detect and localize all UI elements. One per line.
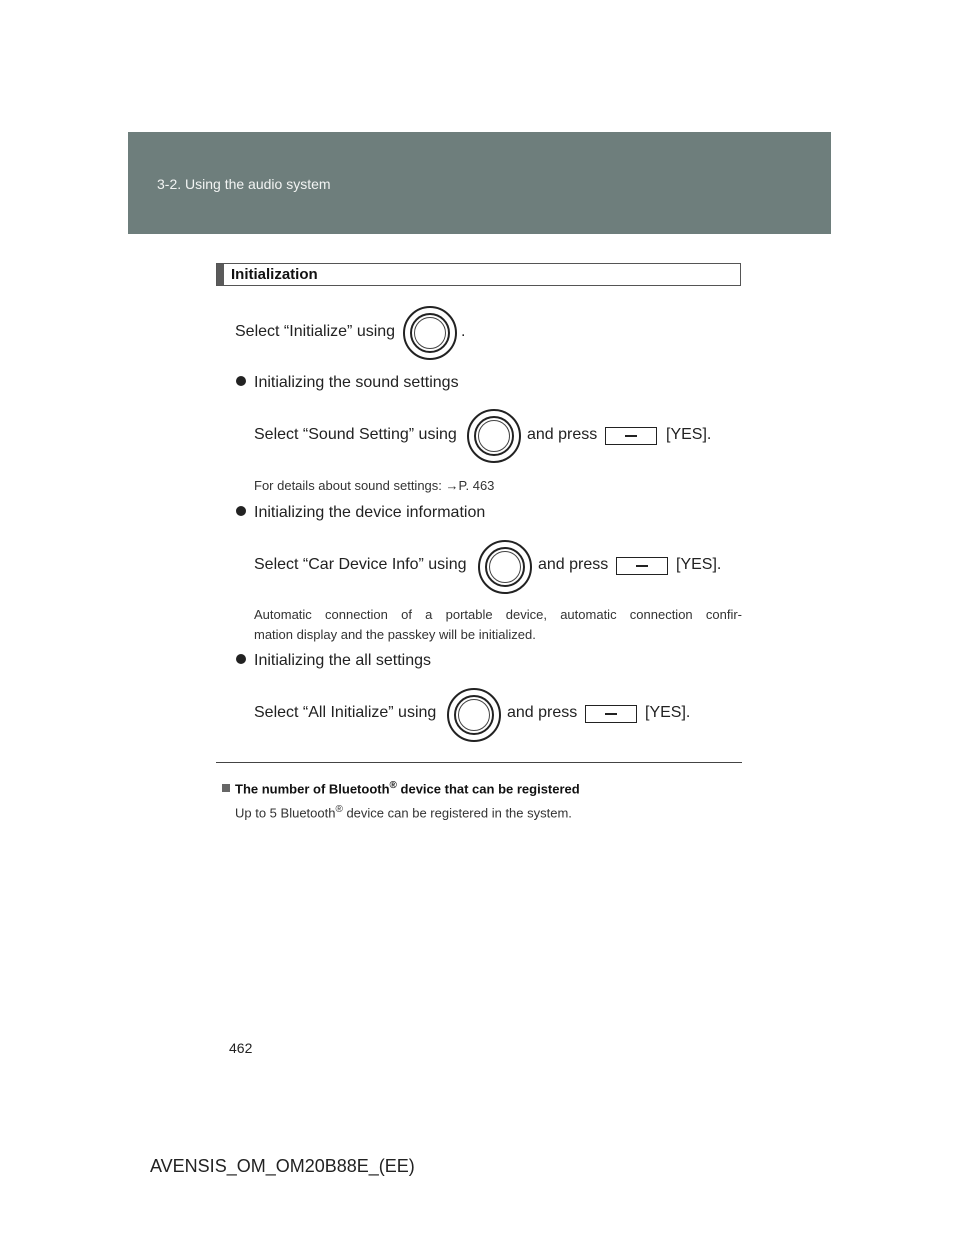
item-press-all: and press [507,704,578,721]
item-yes-all: [YES]. [645,704,691,721]
item-select-sound: Select “Sound Setting” using [254,426,457,443]
item-title-all: Initializing the all settings [236,652,431,670]
item-yes-sound: [YES]. [666,426,712,443]
item-title-sound: Initializing the sound settings [236,374,459,392]
bullet-icon [236,506,246,516]
preset-button-icon [585,705,637,723]
tune-dial-icon [403,306,457,360]
preset-button-icon [605,427,657,445]
heading-title: Initialization [231,266,318,283]
item-press-device: and press [538,556,609,573]
section-heading [216,263,741,286]
footnote-body: Up to 5 Bluetooth® device can be registered in the system. [235,804,572,821]
item-select-device: Select “Car Device Info” using [254,556,467,573]
section-label: 3-2. Using the audio system [157,176,331,192]
preset-button-icon [616,557,668,575]
item-yes-device: [YES]. [676,556,722,573]
item-note-sound: For details about sound settings: →P. 463 [254,478,495,493]
intro-period: . [461,323,466,340]
tune-dial-icon [478,540,532,594]
document-code: AVENSIS_OM_OM20B88E_(EE) [150,1156,415,1176]
item-title-device: Initializing the device information [236,504,485,522]
tune-dial-icon [447,688,501,742]
bullet-icon [236,376,246,386]
item-note-device-line1: Automatic connection of a portable device, automatic connection confir- [254,607,742,622]
page-number: 462 [229,1040,253,1056]
item-select-all: Select “All Initialize” using [254,704,437,721]
footnote-title: The number of Bluetooth® device that can be registered [222,780,580,796]
item-note-device-line2: mation display and the passkey will be initialized. [254,627,536,642]
tune-dial-icon [467,409,521,463]
heading-bar [217,264,224,285]
intro-text: Select “Initialize” using [235,323,396,340]
item-press-sound: and press [527,426,598,443]
bullet-icon [236,654,246,664]
section-divider [216,762,742,763]
section-header-band [128,132,831,234]
square-bullet-icon [222,784,230,792]
